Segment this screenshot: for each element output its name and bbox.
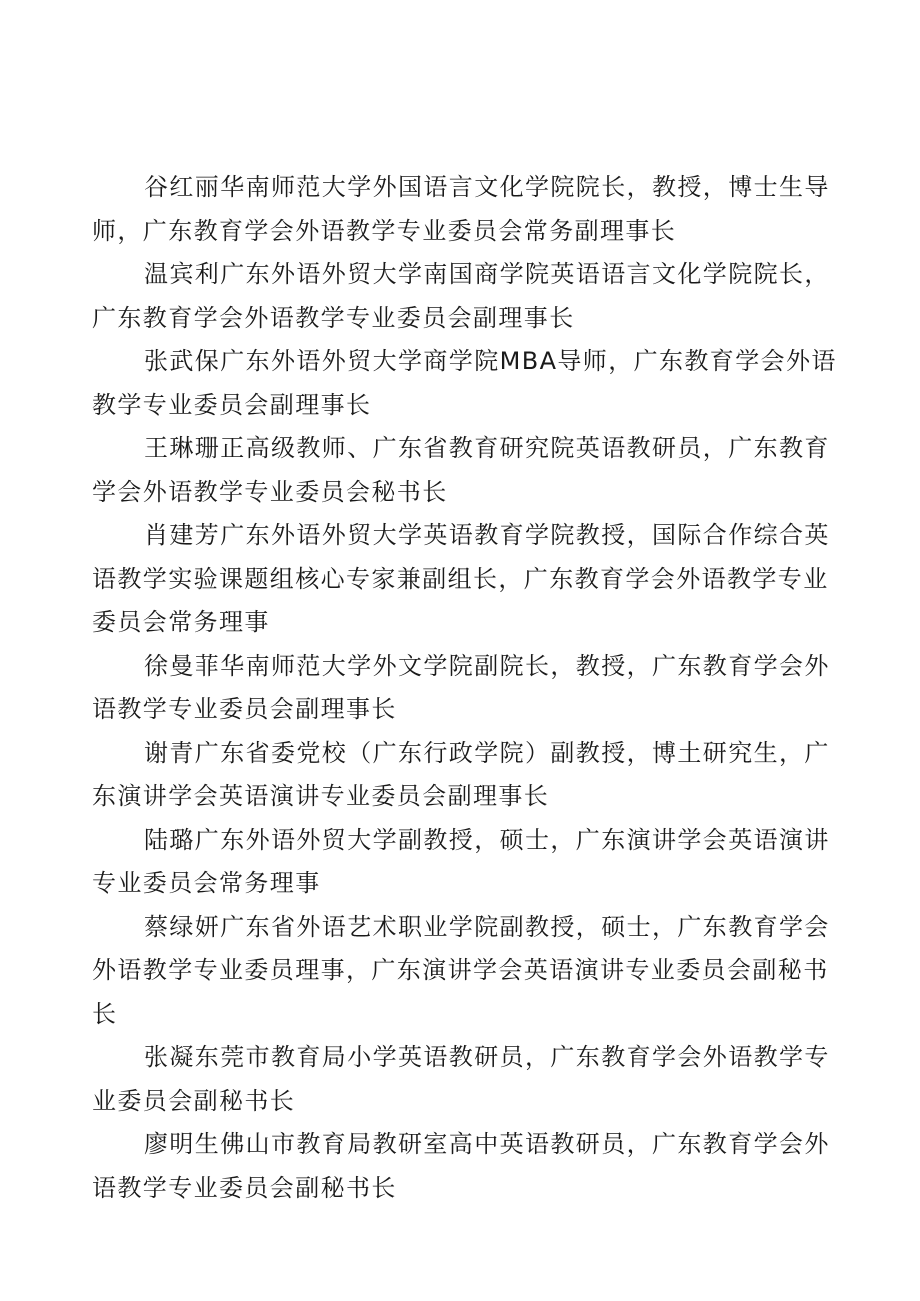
member-entry: 肖建芳广东外语外贸大学英语教育学院教授，国际合作综合英语教学实验课题组核心专家兼副组长，广东教育学会外语教学专业委员会常务理事 [92, 521, 830, 636]
committee-member-list [92, 166, 844, 1210]
member-entry: 蔡绿妍广东省外语艺术职业学院副教授，硕士，广东教育学会外语教学专业委员理事，广东演讲学会英语演讲专业委员会副秘书长 [92, 912, 830, 1028]
member-entry: 张凝东莞市教育局小学英语教研员，广东教育学会外语教学专业委员会副秘书长 [92, 1043, 830, 1115]
member-entry: 廖明生佛山市教育局教研室高中英语教研员，广东教育学会外语教学专业委员会副秘书长 [92, 1130, 830, 1202]
member-entry: 王琳珊正高级教师、广东省教育研究院英语教研员，广东教育学会外语教学专业委员会秘书长 [92, 434, 830, 506]
member-entry: 张武保广东外语外贸大学商学院MBA导师，广东教育学会外语教学专业委员会副理事长 [92, 347, 837, 419]
member-entry: 谷红丽华南师范大学外国语言文化学院院长，教授，博士生导师，广东教育学会外语教学专业委员会常务副理事长 [92, 173, 830, 245]
member-entry: 温宾利广东外语外贸大学南国商学院英语语言文化学院院长，广东教育学会外语教学专业委员会副理事长 [92, 260, 830, 332]
member-entry: 徐曼菲华南师范大学外文学院副院长，教授，广东教育学会外语教学专业委员会副理事长 [92, 651, 830, 723]
member-entry: 谢青广东省委党校（广东行政学院）副教授，博土研究生，广东演讲学会英语演讲专业委员会副理事长 [92, 738, 830, 810]
member-entry: 陆璐广东外语外贸大学副教授，硕士，广东演讲学会英语演讲专业委员会常务理事 [92, 825, 830, 897]
